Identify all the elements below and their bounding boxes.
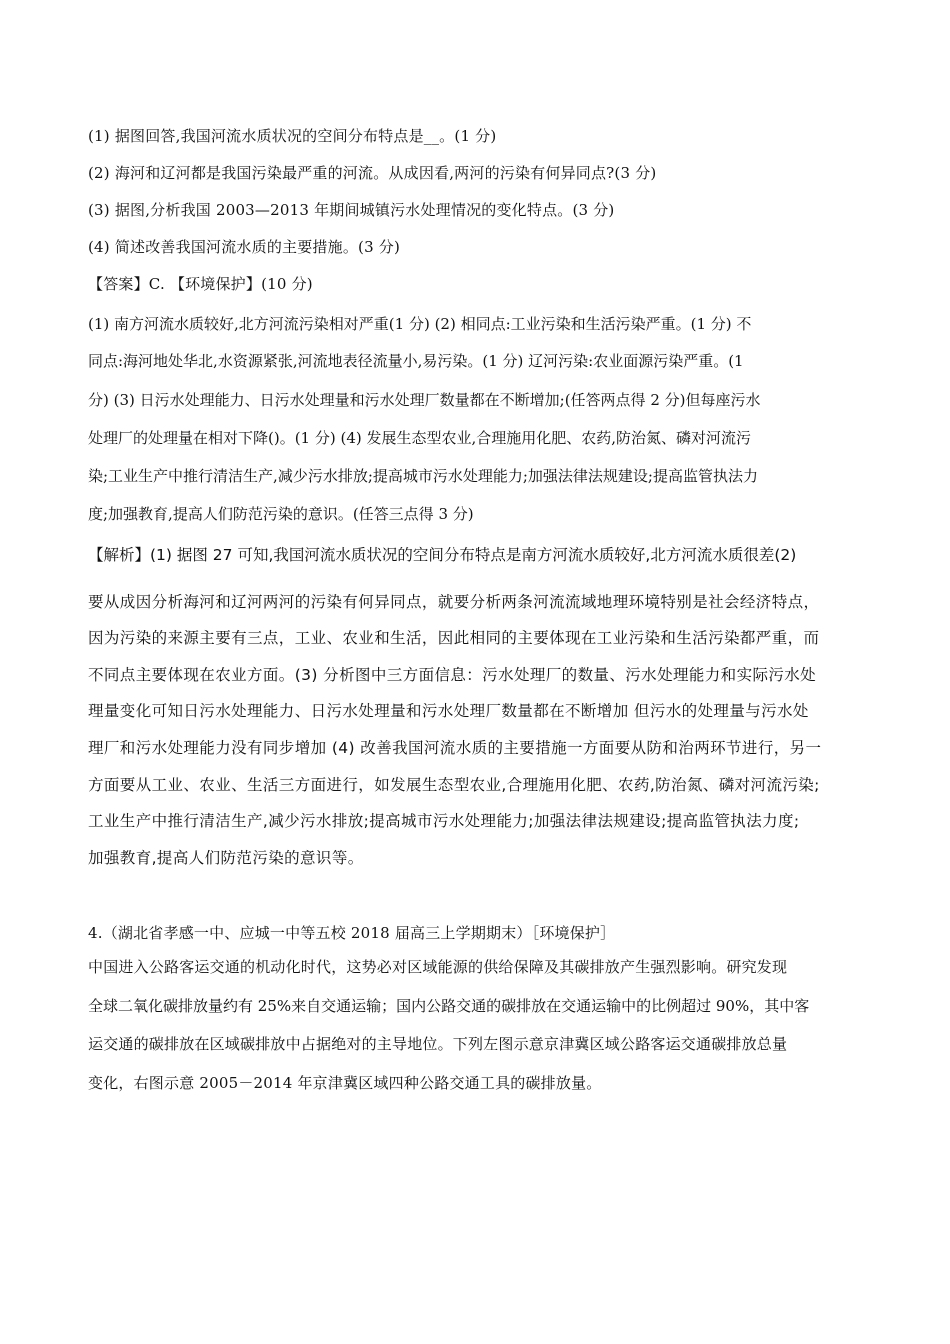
analysis-line: 工业生产中推行清洁生产,减少污水排放;提高城市污水处理能力;加强法律法规建设;提高监管执法力度; xyxy=(88,812,800,830)
problem-4-line: 中国进入公路客运交通的机动化时代，这势必对区域能源的供给保障及其碳排放产生强烈影响。研究发现 xyxy=(88,958,788,976)
problem-4-title: 4.（湖北省孝感一中、应城一中等五校 2018 届高三上学期期末）［环境保护］ xyxy=(88,924,616,942)
analysis-line: 方面要从工业、农业、生活三方面进行，如发展生态型农业,合理施用化肥、农药,防治氮、磷对河流污染; xyxy=(88,776,820,794)
answer-line: 分) (3) 日污水处理能力、日污水处理量和污水处理厂数量都在不断增加;(任答两点得 2 分)但每座污水 xyxy=(88,391,761,409)
problem-4-line: 全球二氧化碳排放量约有 25%来自交通运输；国内公路交通的碳排放在交通运输中的比例超过 90%，其中客 xyxy=(88,997,810,1015)
analysis-line: 加强教育,提高人们防范污染的意识等。 xyxy=(88,849,364,867)
analysis-line: 理厂和污水处理能力没有同步增加 (4) 改善我国河流水质的主要措施一方面要从防和治两环节进行，另一 xyxy=(88,739,822,757)
answer-line: 染;工业生产中推行清洁生产,减少污水排放;提高城市污水处理能力;加强法律法规建设;提高监管执法力 xyxy=(88,467,758,485)
analysis-line: 不同点主要体现在农业方面。(3) 分析图中三方面信息：污水处理厂的数量、污水处理能力和实际污水处 xyxy=(88,666,817,684)
question-2: (2) 海河和辽河都是我国污染最严重的河流。从成因看,两河的污染有何异同点?(3 分) xyxy=(88,164,657,182)
question-1: (1) 据图回答,我国河流水质状况的空间分布特点是__。(1 分) xyxy=(88,127,497,145)
answer-line: 度;加强教育,提高人们防范污染的意识。(任答三点得 3 分) xyxy=(88,505,474,523)
analysis-line: 要从成因分析海河和辽河两河的污染有何异同点，就要分析两条河流流域地理环境特别是社会经济特点， xyxy=(88,593,820,611)
question-3: (3) 据图,分析我国 2003—2013 年期间城镇污水处理情况的变化特点。(3 分) xyxy=(88,201,615,219)
question-4: (4) 简述改善我国河流水质的主要措施。(3 分) xyxy=(88,238,401,256)
answer-line: (1) 南方河流水质较好,北方河流污染相对严重(1 分) (2) 相同点:工业污染和生活污染严重。(1 分) 不 xyxy=(88,315,752,333)
analysis-line: 因为污染的来源主要有三点，工业、农业和生活，因此相同的主要体现在工业污染和生活污染都严重，而 xyxy=(88,629,820,647)
answer-line: 同点:海河地处华北,水资源紧张,河流地表径流量小,易污染。(1 分) 辽河污染:农业面源污染严重。(1 xyxy=(88,352,744,370)
analysis-line: 【解析】(1) 据图 27 可知,我国河流水质状况的空间分布特点是南方河流水质较好,北方河流水质很差(2) xyxy=(88,546,797,564)
answer-line: 处理厂的处理量在相对下降()。(1 分) (4) 发展生态型农业,合理施用化肥、农药,防治氮、磷对河流污 xyxy=(88,429,752,447)
problem-4-line: 运交通的碳排放在区域碳排放中占据绝对的主导地位。下列左图示意京津冀区域公路客运交通碳排放总量 xyxy=(88,1035,788,1053)
problem-4-line: 变化，右图示意 2005－2014 年京津冀区域四种公路交通工具的碳排放量。 xyxy=(88,1074,602,1092)
analysis-line: 理量变化可知日污水处理能力、日污水处理量和污水处理厂数量都在不断增加 但污水的处理量与污水处 xyxy=(88,702,809,720)
answer-heading: 【答案】C. 【环境保护】(10 分) xyxy=(88,275,313,293)
